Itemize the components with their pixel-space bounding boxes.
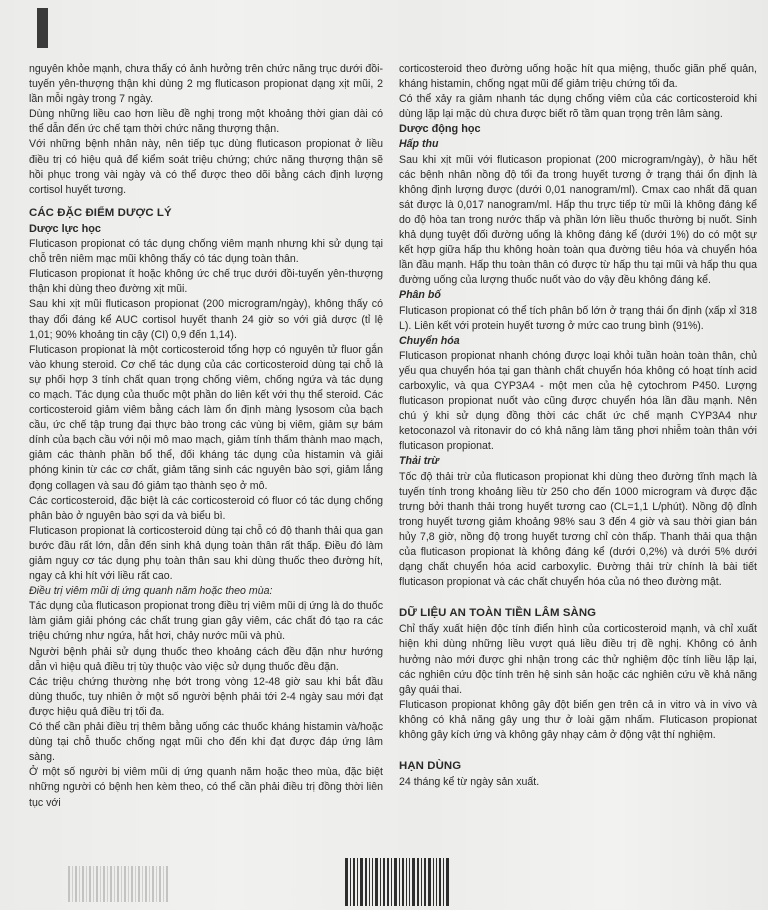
section-heading: DỮ LIỆU AN TOÀN TIỀN LÂM SÀNG [399, 607, 597, 620]
sub-subsection-heading: Thải trừ [399, 455, 439, 468]
section-heading: HẠN DÙNG [399, 760, 462, 773]
barcode-bar [402, 858, 404, 906]
sub-subsection-heading: Phân bố [399, 289, 441, 302]
barcode-bar [350, 858, 351, 906]
section-heading: CÁC ĐẶC ĐIỂM DƯỢC LÝ [29, 206, 172, 219]
barcode-bar [428, 858, 431, 906]
barcode-bar [380, 858, 381, 906]
barcode-bar [375, 858, 378, 906]
paragraph: Fluticason propionat nhanh chóng được loại khỏi tuần hoàn toàn thân, chủ yếu qua chuyển hóa tại gan thành chất chuyển hóa không có hoạt tính acid carboxylic, và qua CYP3A4 - một men của hệ cytochrom P450. Lượng fluticason propionat nuốt vào cũng được chuyển hóa lần đầu mạnh. Nên chú ý khi sử dụng đồng thời các chất ức chế mạnh CYP3A4 như ketoconazol và ritonavir do có khả năng làm tăng phơi nhiễm toàn thân với fluticason propionat. [399, 349, 757, 453]
paragraph: Fluticason propionat ít hoặc không ức chế trục dưới đồi-tuyến yên-thượng thận khi dùng theo đường xịt mũi. [29, 268, 383, 296]
barcode-bar [360, 858, 363, 906]
paragraph: Người bệnh phải sử dụng thuốc theo khoảng cách đều đặn như hướng dẫn vì hiệu quả điều trị tùy thuộc vào việc sử dụng thuốc đều đặn. [29, 645, 383, 673]
paragraph: Các triệu chứng thường nhẹ bớt trong vòng 12-48 giờ sau khi bắt đầu dùng thuốc, tuy nhiên ở một số người bệnh phải tới 2-4 ngày sau mới đạt được hiệu quả điều trị tối đa. [29, 675, 383, 718]
barcode-bar [357, 858, 358, 906]
barcode-bar [406, 858, 407, 906]
barcode-bar [446, 858, 449, 906]
barcode-bar [443, 858, 444, 906]
paragraph: Có thể xảy ra giảm nhanh tác dụng chống viêm của các corticosteroid khi dùng lặp lại mặc dù chưa được biết rõ tầm quan trọng trên lâm sàng. [399, 93, 757, 121]
faded-barcode [68, 866, 168, 902]
barcode-bar [421, 858, 422, 906]
spacer [399, 590, 757, 598]
barcode-bar [365, 858, 367, 906]
paragraph: Ở một số người bị viêm mũi dị ứng quanh năm hoặc theo mùa, đặc biệt những người có bệnh hen kèm theo, có thể cần phải điều trị đồng thời liên tục với [29, 766, 383, 809]
barcode-bar [417, 858, 419, 906]
paragraph: Fluticason propionat là một corticosteroid tổng hợp có nguyên tử fluor gắn vào khung steroid. Cơ chế tác dụng của các corticosteroid dùng tại chỗ là sự phối hợp 3 tính chất quan trọng chống viêm, chống ngứa và tác dụng co mạch. Tác dụng của thuốc một phần do liên kết với thụ thể steroid. Các corticosteroid giảm viêm bằng cách làm ổn định màng lysosom của bạch cầu, ức chế tập trung đại thực bào trong các vùng bị viêm, giảm sự bám dính của bạch cầu với nội mô mao mạch, giảm tính thấm thành mao mạch, giảm các thành phần bổ thể, đối kháng tác dụng của histamin và giải phóng kinin từ các cơ chất, giảm tăng sinh các nguyên bào sợi, giảm lắng đọng collagen và sau đó giảm tạo thành sẹo ở mô. [29, 343, 383, 492]
barcode-bar [353, 858, 355, 906]
paragraph: Fluticason propionat không gây đột biến gen trên cả in vitro và in vivo và không có khả năng gây ung thư ở loài gặm nhấm. Fluticason propionat không gây kích ứng và không gây nhạy cảm ở động vật thí nghiệm. [399, 698, 757, 742]
paragraph: Dùng những liều cao hơn liều đề nghị trong một khoảng thời gian dài có thể dẫn đến ức chế tạm thời chức năng thượng thận. [29, 108, 383, 136]
paragraph: Tốc độ thải trừ của fluticason propionat khi dùng theo đường tĩnh mạch là tuyến tính trong khoảng liều từ 250 cho đến 1000 microgram và được đặc trưng bởi thanh thải trong huyết tương cao (CL=1,1 L/phút). Nồng độ đỉnh trong huyết tương giảm khoảng 98% sau 3 đến 4 giờ và sau thời gian bán hủy 7,8 giờ, nồng độ trong huyết tương chỉ còn thấp. Thanh thải qua thận của fluticason propionat là không đáng kể (dưới 0,2%) và dưới 5% dưới dạng chất chuyển hóa acid carboxylic. Đường thải trừ chính là bài tiết fluticason propionat và các chất chuyển hóa của nó theo đường mật. [399, 470, 757, 589]
barcode-bar [372, 858, 373, 906]
paragraph: Sau khi xịt mũi với fluticason propionat (200 microgram/ngày), ở hầu hết các bệnh nhân nồng độ tối đa trong huyết tương ở trạng thái ổn định là không định lượng được (dưới 0,01 nanogram/ml). Cmax cao nhất đã quan sát được là 0,017 nanogram/ml. Hấp thu trực tiếp từ mũi là không đáng kể do độ hòa tan trong nước thấp và phần lớn liều thuốc thường bị nuốt. Sinh khả dụng tuyệt đối đường uống là không đáng kể (dưới 1%) do có một sự kết hợp giữa hấp thu không hoàn toàn qua đường tiêu hóa và chuyển hóa lần đầu mạnh. Hấp thu toàn thân có được từ hấp thu tại mũi và hấp thu qua đường uống của lượng thuốc nuốt vào do vậy đều không đáng kể. [399, 153, 757, 287]
barcode-bar [412, 858, 415, 906]
barcode-bar [439, 858, 441, 906]
print-registration-mark [37, 8, 48, 48]
barcode-bar [369, 858, 370, 906]
sub-subsection-heading: Chuyển hóa [399, 334, 460, 347]
paragraph: nguyên khỏe mạnh, chưa thấy có ảnh hưởng trên chức năng trục dưới đồi-tuyến yên-thượng thận khi dùng 2 mg fluticason propionat dạng xịt mũi, 2 lần mỗi ngày trong 7 ngày. [29, 63, 383, 106]
italic-subheading: Điều trị viêm mũi dị ứng quanh năm hoặc theo mùa: [29, 585, 273, 598]
barcode-bar [409, 858, 410, 906]
barcode [345, 858, 477, 906]
paragraph: Tác dụng của fluticason propionat trong điều trị viêm mũi dị ứng là do thuốc làm giảm giải phóng các chất trung gian gây viêm, các chất đó tạo ra các triệu chứng như ngứa, hắt hơi, chảy nước mũi và phù. [29, 600, 383, 643]
paragraph: Fluticason propionat là corticosteroid dùng tại chỗ có độ thanh thải qua gan bước đầu rất lớn, dẫn đến sinh khả dụng toàn thân rất thấp. Điều đó làm giảm nguy cơ tác dụng phụ toàn thân sau khi dùng thuốc theo đường hít, ngay cả khi hít với liều rất cao. [29, 524, 383, 583]
barcode-bar [383, 858, 385, 906]
paragraph: Các corticosteroid, đặc biệt là các corticosteroid có fluor có tác dụng chống phân bào ở nguyên bào sợi da và biểu bì. [29, 494, 383, 522]
barcode-bar [387, 858, 389, 906]
barcode-bar [433, 858, 434, 906]
paragraph: 24 tháng kể từ ngày sản xuất. [399, 776, 540, 789]
barcode-bar [391, 858, 392, 906]
paragraph: corticosteroid theo đường uống hoặc hít qua miệng, thuốc giãn phế quản, kháng histamin, chống ngạt mũi để giảm triệu chứng tối đa. [399, 63, 757, 91]
paragraph: Với những bệnh nhân này, nên tiếp tục dùng fluticason propionat ở liều điều trị có hiệu quả để kiểm soát triệu chứng; chức năng thượng thận sẽ hồi phục trong vài ngày và có thể được theo dõi bằng cách định lượng cortisol huyết tương. [29, 138, 383, 196]
paragraph: Có thể cần phải điều trị thêm bằng uống các thuốc kháng histamin và/hoặc dùng tại chỗ thuốc chống ngạt mũi cho đến khi đạt được đáp ứng lâm sàng. [29, 721, 383, 764]
subsection-heading: Dược lực học [29, 222, 101, 235]
barcode-bar [394, 858, 397, 906]
subsection-heading: Dược động học [399, 123, 481, 136]
left-text-column [29, 62, 383, 811]
paragraph: Chỉ thấy xuất hiện độc tính điển hình của corticosteroid mạnh, và chỉ xuất hiện khi dùng những liều vượt quá liều điều trị đề nghị. Không có ảnh hưởng nào mới được ghi nhận trong các thử nghiệm độc tính liều lặp lại, các nghiên cứu độc tính trên hệ sinh sản hoặc các nghiên cứu về khả năng gây quái thai. [399, 623, 757, 696]
right-text-column [399, 62, 757, 790]
paragraph: Fluticason propionat có tác dụng chống viêm mạnh nhưng khi sử dụng tại chỗ trên niêm mạc mũi không thấy có tác dụng toàn thân. [29, 238, 383, 266]
sub-subsection-heading: Hấp thu [399, 138, 439, 151]
spacer [399, 743, 757, 751]
barcode-bar [436, 858, 437, 906]
barcode-bar [424, 858, 426, 906]
barcode-bar [345, 858, 348, 906]
paragraph: Fluticason propionat có thể tích phân bố lớn ở trạng thái ổn định (xấp xỉ 318 L). Liên kết với protein huyết tương ở mức cao trung bình (91%). [399, 304, 757, 332]
paragraph: Sau khi xịt mũi fluticason propionat (200 microgram/ngày), không thấy có thay đổi đáng kể AUC cortisol huyết thanh 24 giờ so với giả dược (tỉ lệ 1,01; 90% khoảng tin cậy (CI) 0,9 đến 1,14). [29, 298, 383, 341]
barcode-bar [399, 858, 400, 906]
